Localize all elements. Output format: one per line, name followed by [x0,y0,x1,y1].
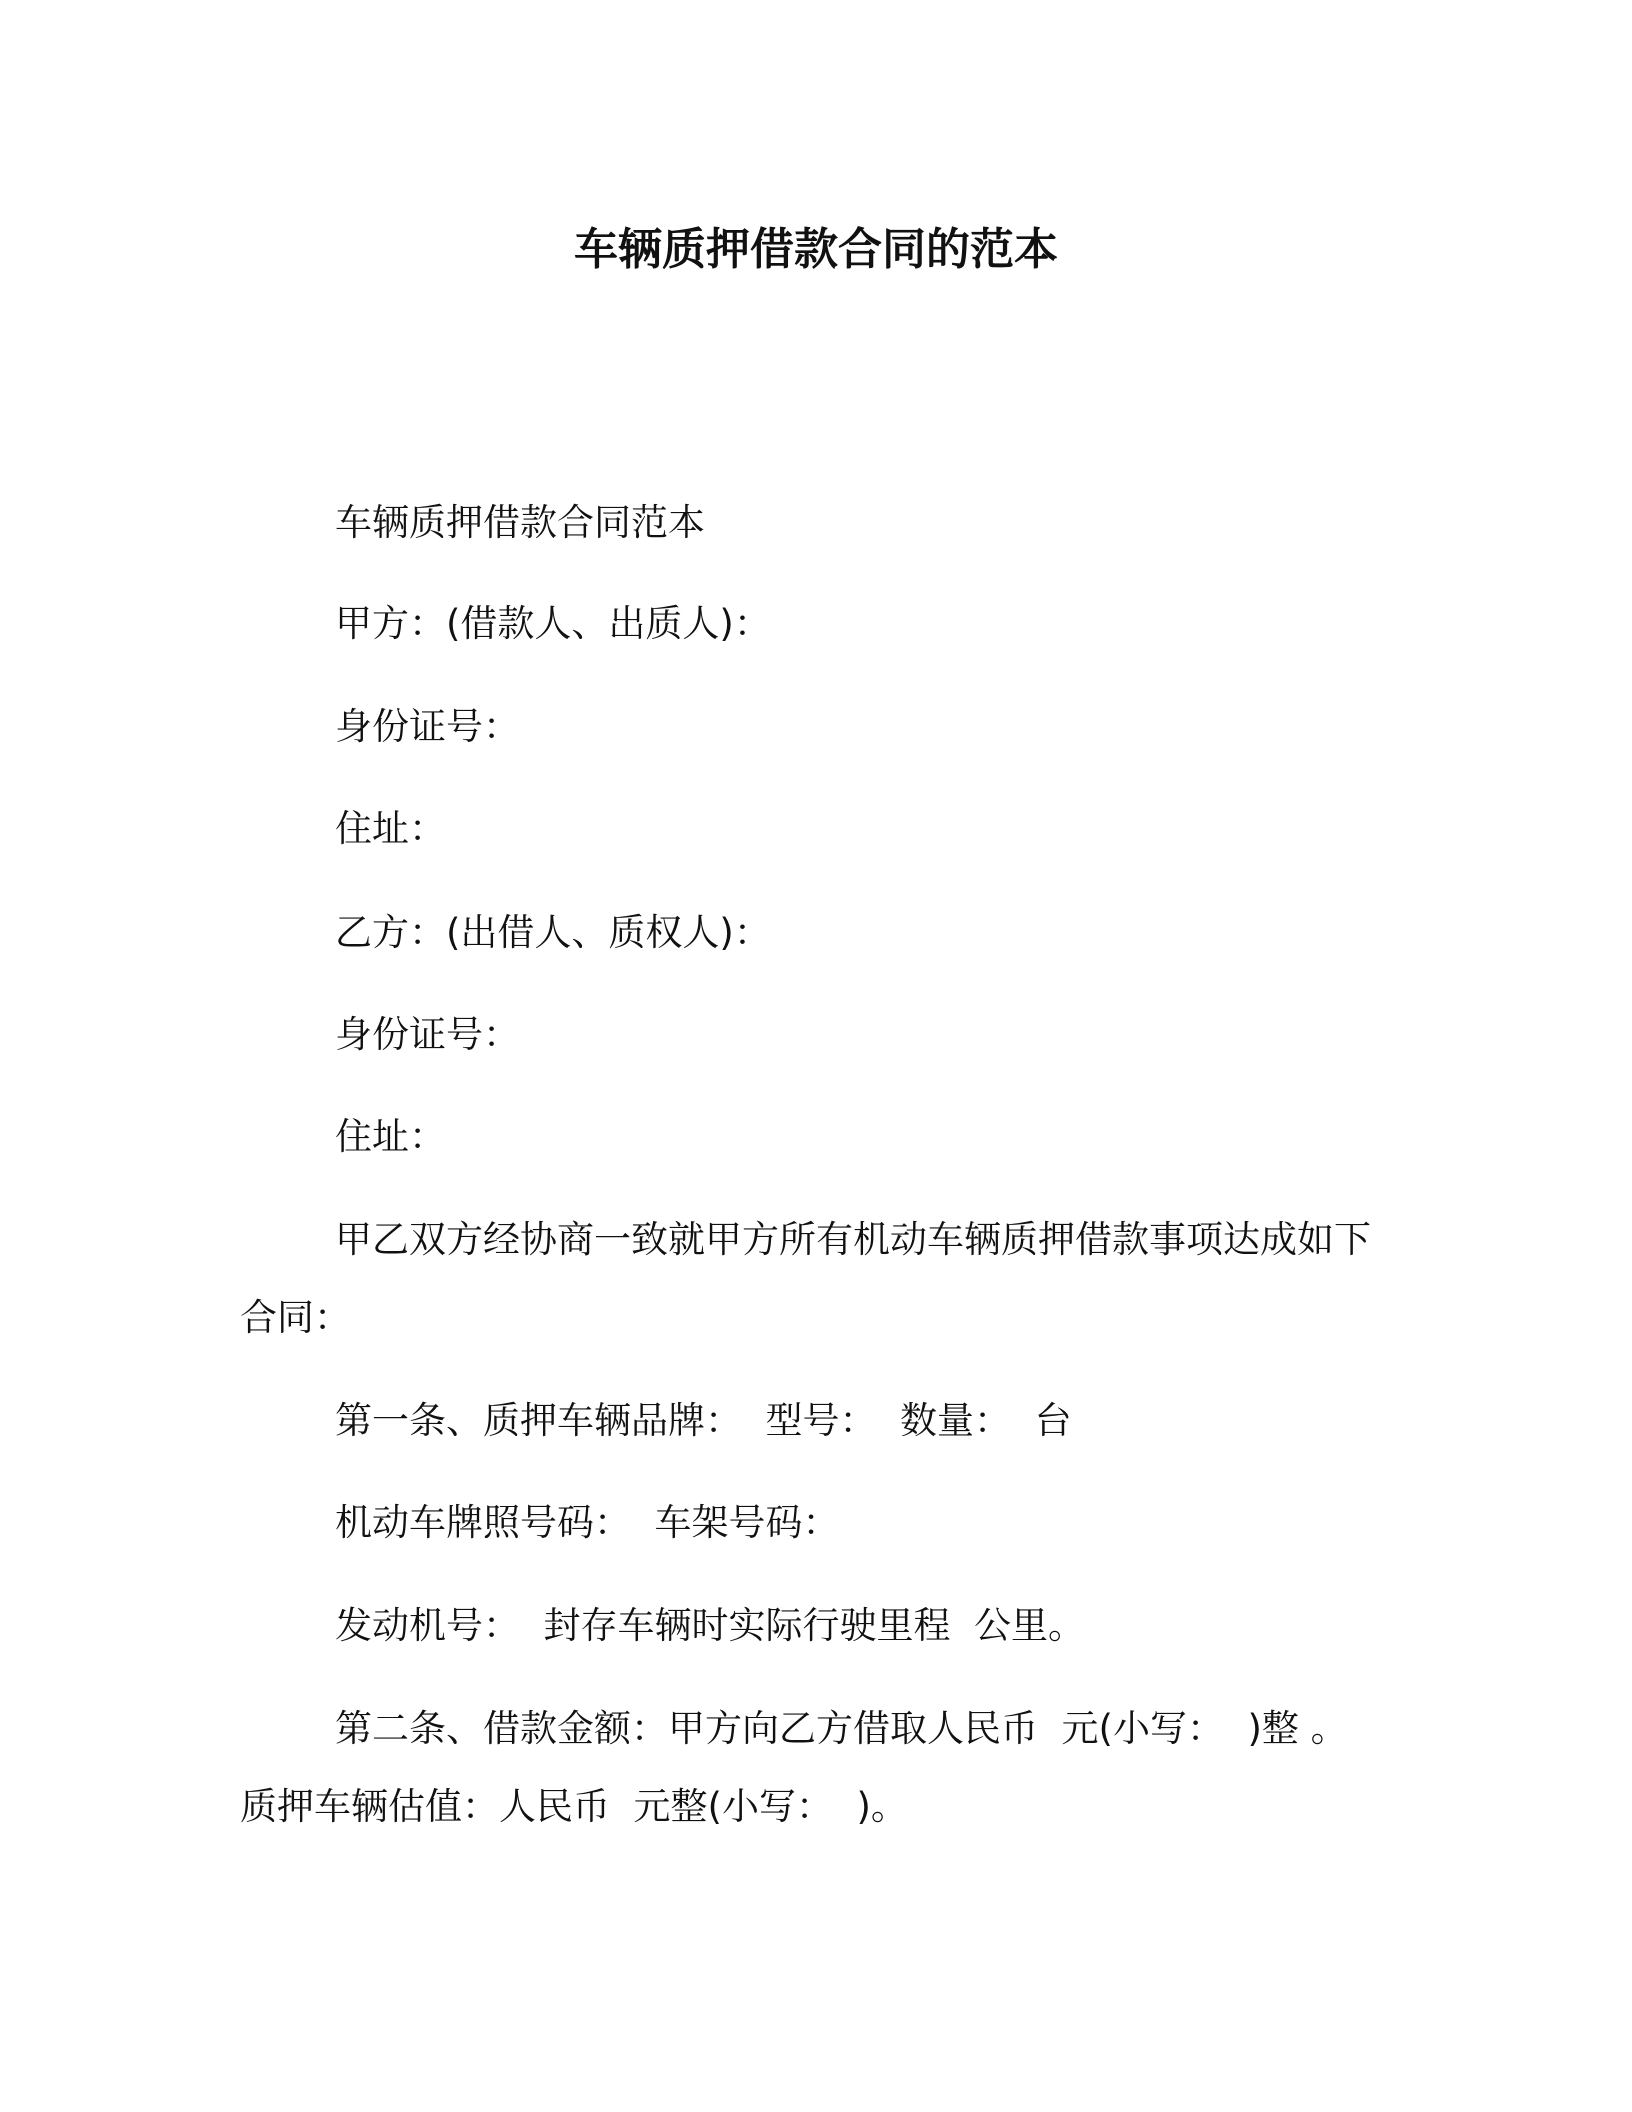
plate-frame-number-line: 机动车牌照号码： 车架号码： [335,1501,840,1544]
party-a-id-line: 身份证号： [335,705,520,748]
document-title: 车辆质押借款合同的范本 [574,224,1058,275]
party-a-line: 甲方：(借款人、出质人)： [335,602,771,645]
party-b-line: 乙方：(出借人、质权人)： [335,911,771,954]
contract-subtitle: 车辆质押借款合同范本 [335,501,705,544]
engine-mileage-line: 发动机号： 封存车辆时实际行驶里程 公里。 [335,1604,1086,1647]
agreement-intro-paragraph: 甲乙双方经协商一致就甲方所有机动车辆质押借款事项达成如下合同： [240,1218,1371,1339]
party-b-id-line: 身份证号： [335,1013,520,1056]
article-two-loan-amount-paragraph: 第二条、借款金额：甲方向乙方借取人民币 元(小写： )整 。质押车辆估值：人民币 元整(小写： )。 [240,1707,1348,1828]
party-a-address-line: 住址： [335,807,446,850]
article-one-vehicle-line: 第一条、质押车辆品牌： 型号： 数量： 台 [335,1399,1072,1442]
party-b-address-line: 住址： [335,1115,446,1158]
